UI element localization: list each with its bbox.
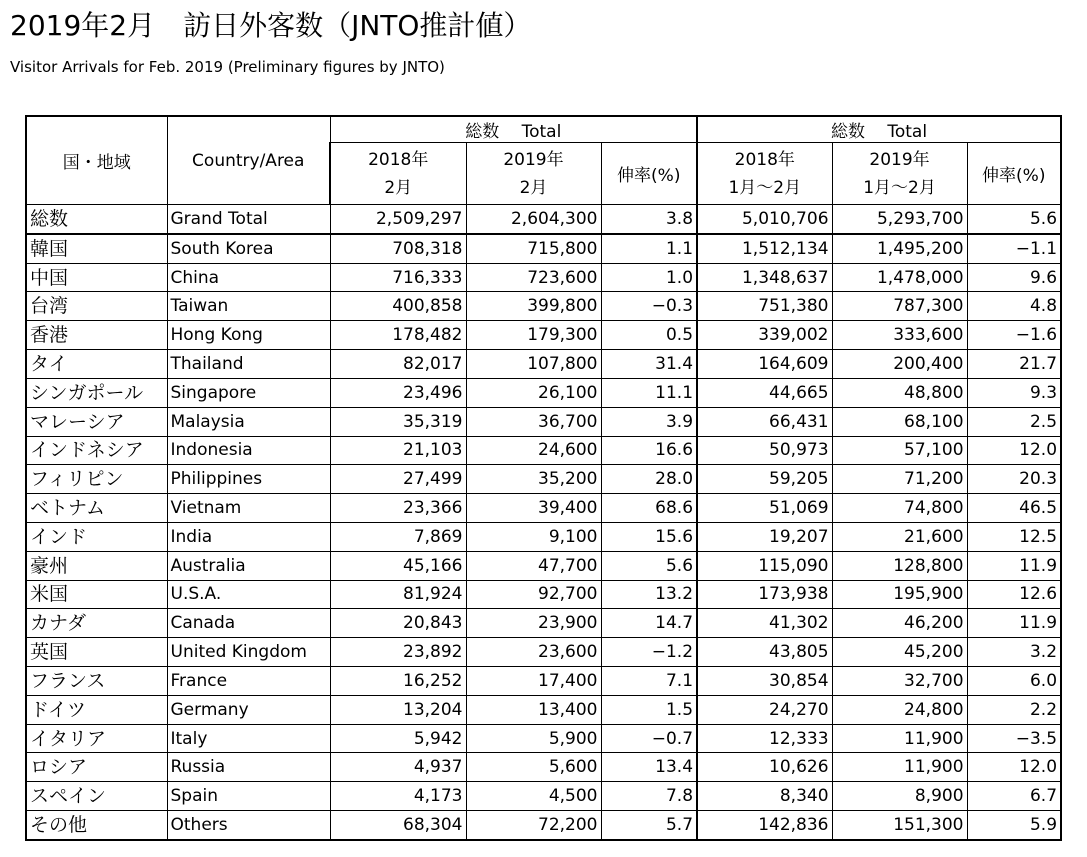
growth-feb-cell: 11.1 [601,378,697,407]
arrivals-2018-jan-feb-cell: 751,380 [697,292,832,321]
arrivals-2019-jan-feb-cell: 45,200 [832,638,967,667]
country-jp-cell: 英国 [26,638,167,667]
arrivals-2018-jan-feb-cell: 10,626 [697,753,832,782]
table-row [26,782,1061,811]
arrivals-2019-jan-feb-cell: 195,900 [832,580,967,609]
table-row [26,638,1061,667]
arrivals-2019-jan-feb-cell: 32,700 [832,667,967,696]
country-en-cell: India [167,522,330,551]
table-row [26,494,1061,523]
arrivals-2019-jan-feb-cell: 11,900 [832,724,967,753]
arrivals-2018-jan-feb-cell: 173,938 [697,580,832,609]
arrivals-2019-jan-feb-cell: 68,100 [832,407,967,436]
arrivals-2018-jan-feb-cell: 8,340 [697,782,832,811]
visitor-arrivals-table [25,115,1062,841]
growth-feb-cell: 3.9 [601,407,697,436]
growth-jan-feb-cell: 9.3 [967,378,1061,407]
country-jp-cell: 香港 [26,321,167,350]
arrivals-2018-jan-feb-cell: 59,205 [697,465,832,494]
table-row [26,724,1061,753]
country-jp-cell: インドネシア [26,436,167,465]
country-en-cell: Russia [167,753,330,782]
header-2019-cumulative-period: 1月～2月 [863,177,936,198]
growth-jan-feb-cell: 11.9 [967,551,1061,580]
table-row [26,234,1061,263]
header-growth-month: 伸率(%) [601,143,697,205]
arrivals-2019-feb-cell: 107,800 [466,350,601,379]
growth-jan-feb-cell: 12.6 [967,580,1061,609]
arrivals-2019-feb-cell: 4,500 [466,782,601,811]
arrivals-2018-feb-cell: 45,166 [330,551,466,580]
header-country-en: Country/Area [167,116,330,205]
header-growth-cumulative: 伸率(%) [967,143,1061,205]
growth-jan-feb-cell: 2.5 [967,407,1061,436]
arrivals-2018-feb-cell: 82,017 [330,350,466,379]
country-jp-cell: 総数 [26,205,167,234]
header-group-month: 総数 Total [330,116,697,143]
country-jp-cell: タイ [26,350,167,379]
arrivals-2019-jan-feb-cell: 11,900 [832,753,967,782]
arrivals-2018-jan-feb-cell: 50,973 [697,436,832,465]
arrivals-2019-jan-feb-cell: 1,478,000 [832,263,967,292]
arrivals-2018-feb-cell: 23,496 [330,378,466,407]
growth-jan-feb-cell: −1.1 [967,234,1061,263]
arrivals-2019-feb-cell: 399,800 [466,292,601,321]
arrivals-2018-feb-cell: 68,304 [330,811,466,840]
arrivals-2019-feb-cell: 9,100 [466,522,601,551]
table-row [26,609,1061,638]
country-jp-cell: 台湾 [26,292,167,321]
header-2019-month-period: 2月 [519,177,548,198]
country-en-cell: U.S.A. [167,580,330,609]
arrivals-2018-feb-cell: 7,869 [330,522,466,551]
arrivals-2019-jan-feb-cell: 46,200 [832,609,967,638]
country-en-cell: Canada [167,609,330,638]
growth-jan-feb-cell: 4.8 [967,292,1061,321]
country-en-cell: Others [167,811,330,840]
growth-feb-cell: 1.1 [601,234,697,263]
arrivals-2018-jan-feb-cell: 43,805 [697,638,832,667]
arrivals-2018-jan-feb-cell: 30,854 [697,667,832,696]
table-row [26,465,1061,494]
growth-feb-cell: 0.5 [601,321,697,350]
growth-jan-feb-cell: 6.0 [967,667,1061,696]
growth-jan-feb-cell: 21.7 [967,350,1061,379]
arrivals-2018-jan-feb-cell: 66,431 [697,407,832,436]
arrivals-2018-feb-cell: 20,843 [330,609,466,638]
page-subtitle: Visitor Arrivals for Feb. 2019 (Preliminary figures by JNTO) [10,58,445,76]
growth-feb-cell: 7.8 [601,782,697,811]
arrivals-2018-feb-cell: 4,173 [330,782,466,811]
arrivals-2018-feb-cell: 178,482 [330,321,466,350]
growth-feb-cell: 5.6 [601,551,697,580]
arrivals-2018-feb-cell: 23,366 [330,494,466,523]
growth-feb-cell: 68.6 [601,494,697,523]
arrivals-2018-jan-feb-cell: 12,333 [697,724,832,753]
arrivals-2018-feb-cell: 23,892 [330,638,466,667]
growth-jan-feb-cell: 12.0 [967,436,1061,465]
growth-feb-cell: 3.8 [601,205,697,234]
arrivals-2019-feb-cell: 35,200 [466,465,601,494]
country-en-cell: Thailand [167,350,330,379]
table-row [26,753,1061,782]
country-en-cell: Germany [167,695,330,724]
arrivals-2018-feb-cell: 21,103 [330,436,466,465]
arrivals-2018-jan-feb-cell: 24,270 [697,695,832,724]
table-row [26,205,1061,234]
country-jp-cell: 豪州 [26,551,167,580]
arrivals-2019-feb-cell: 23,600 [466,638,601,667]
arrivals-2019-feb-cell: 23,900 [466,609,601,638]
arrivals-2019-feb-cell: 17,400 [466,667,601,696]
arrivals-2018-jan-feb-cell: 44,665 [697,378,832,407]
arrivals-2019-jan-feb-cell: 151,300 [832,811,967,840]
growth-feb-cell: 16.6 [601,436,697,465]
arrivals-2019-feb-cell: 5,600 [466,753,601,782]
header-group-cumulative: 総数 Total [697,116,1061,143]
growth-jan-feb-cell: 9.6 [967,263,1061,292]
table-row [26,811,1061,840]
table-row [26,667,1061,696]
country-en-cell: Hong Kong [167,321,330,350]
growth-feb-cell: 15.6 [601,522,697,551]
country-jp-cell: フィリピン [26,465,167,494]
arrivals-2018-feb-cell: 4,937 [330,753,466,782]
country-jp-cell: イタリア [26,724,167,753]
arrivals-2019-feb-cell: 5,900 [466,724,601,753]
growth-feb-cell: 13.2 [601,580,697,609]
arrivals-2018-feb-cell: 5,942 [330,724,466,753]
table-row [26,551,1061,580]
growth-jan-feb-cell: −3.5 [967,724,1061,753]
country-en-cell: China [167,263,330,292]
arrivals-2019-jan-feb-cell: 74,800 [832,494,967,523]
table-body [26,205,1061,841]
country-en-cell: Spain [167,782,330,811]
arrivals-2018-jan-feb-cell: 164,609 [697,350,832,379]
arrivals-2019-jan-feb-cell: 24,800 [832,695,967,724]
arrivals-2018-feb-cell: 13,204 [330,695,466,724]
country-en-cell: Singapore [167,378,330,407]
country-en-cell: Philippines [167,465,330,494]
arrivals-2019-feb-cell: 723,600 [466,263,601,292]
arrivals-2019-jan-feb-cell: 48,800 [832,378,967,407]
arrivals-2018-jan-feb-cell: 41,302 [697,609,832,638]
growth-jan-feb-cell: 11.9 [967,609,1061,638]
growth-feb-cell: −0.7 [601,724,697,753]
arrivals-2018-feb-cell: 35,319 [330,407,466,436]
arrivals-2018-jan-feb-cell: 19,207 [697,522,832,551]
country-jp-cell: インド [26,522,167,551]
country-en-cell: Australia [167,551,330,580]
arrivals-2019-jan-feb-cell: 787,300 [832,292,967,321]
growth-jan-feb-cell: 5.9 [967,811,1061,840]
arrivals-2018-jan-feb-cell: 1,348,637 [697,263,832,292]
growth-jan-feb-cell: 3.2 [967,638,1061,667]
country-en-cell: Vietnam [167,494,330,523]
table-row [26,292,1061,321]
table-row [26,522,1061,551]
country-jp-cell: カナダ [26,609,167,638]
growth-jan-feb-cell: 2.2 [967,695,1061,724]
header-2019-month [466,143,601,205]
arrivals-2018-jan-feb-cell: 5,010,706 [697,205,832,234]
arrivals-2019-feb-cell: 47,700 [466,551,601,580]
growth-feb-cell: 7.1 [601,667,697,696]
table-row [26,263,1061,292]
growth-feb-cell: −1.2 [601,638,697,667]
header-2019-cumulative [832,143,967,205]
country-jp-cell: ロシア [26,753,167,782]
arrivals-2019-jan-feb-cell: 333,600 [832,321,967,350]
table-row [26,695,1061,724]
arrivals-2018-feb-cell: 708,318 [330,234,466,263]
country-en-cell: South Korea [167,234,330,263]
arrivals-2019-feb-cell: 13,400 [466,695,601,724]
table-row [26,321,1061,350]
arrivals-2019-jan-feb-cell: 5,293,700 [832,205,967,234]
arrivals-2019-feb-cell: 179,300 [466,321,601,350]
header-2018-cumulative-year: 2018年 [734,149,795,170]
header-2019-month-year: 2019年 [503,149,564,170]
arrivals-2018-jan-feb-cell: 142,836 [697,811,832,840]
arrivals-2019-feb-cell: 72,200 [466,811,601,840]
country-en-cell: Grand Total [167,205,330,234]
growth-feb-cell: 13.4 [601,753,697,782]
table-row [26,407,1061,436]
arrivals-2018-feb-cell: 400,858 [330,292,466,321]
arrivals-2019-jan-feb-cell: 1,495,200 [832,234,967,263]
arrivals-2018-feb-cell: 16,252 [330,667,466,696]
growth-feb-cell: 5.7 [601,811,697,840]
header-country-jp: 国・地域 [26,116,167,205]
arrivals-2019-jan-feb-cell: 71,200 [832,465,967,494]
arrivals-2019-feb-cell: 36,700 [466,407,601,436]
country-jp-cell: 中国 [26,263,167,292]
header-2018-month-year: 2018年 [368,149,429,170]
growth-jan-feb-cell: 20.3 [967,465,1061,494]
country-en-cell: Italy [167,724,330,753]
growth-jan-feb-cell: 12.0 [967,753,1061,782]
country-jp-cell: ドイツ [26,695,167,724]
page-title: 2019年2月 訪日外客数（JNTO推計値） [10,9,532,42]
country-jp-cell: 韓国 [26,234,167,263]
arrivals-2019-jan-feb-cell: 57,100 [832,436,967,465]
header-2018-month-period: 2月 [384,177,413,198]
country-jp-cell: 米国 [26,580,167,609]
country-jp-cell: シンガポール [26,378,167,407]
header-2019-cumulative-year: 2019年 [869,149,930,170]
arrivals-2018-feb-cell: 81,924 [330,580,466,609]
growth-feb-cell: 28.0 [601,465,697,494]
table-row [26,350,1061,379]
arrivals-2019-feb-cell: 26,100 [466,378,601,407]
growth-jan-feb-cell: −1.6 [967,321,1061,350]
table-row [26,436,1061,465]
arrivals-2019-jan-feb-cell: 21,600 [832,522,967,551]
country-jp-cell: スペイン [26,782,167,811]
arrivals-2019-jan-feb-cell: 8,900 [832,782,967,811]
country-en-cell: United Kingdom [167,638,330,667]
arrivals-2018-jan-feb-cell: 51,069 [697,494,832,523]
arrivals-2018-jan-feb-cell: 115,090 [697,551,832,580]
country-en-cell: Malaysia [167,407,330,436]
arrivals-2018-feb-cell: 27,499 [330,465,466,494]
arrivals-2018-feb-cell: 2,509,297 [330,205,466,234]
table-row [26,378,1061,407]
growth-feb-cell: 1.0 [601,263,697,292]
country-en-cell: Taiwan [167,292,330,321]
country-jp-cell: フランス [26,667,167,696]
country-jp-cell: ベトナム [26,494,167,523]
growth-jan-feb-cell: 46.5 [967,494,1061,523]
country-en-cell: France [167,667,330,696]
arrivals-2019-feb-cell: 715,800 [466,234,601,263]
arrivals-2019-feb-cell: 39,400 [466,494,601,523]
header-2018-cumulative [697,143,832,205]
arrivals-2019-jan-feb-cell: 200,400 [832,350,967,379]
growth-jan-feb-cell: 5.6 [967,205,1061,234]
country-jp-cell: その他 [26,811,167,840]
country-jp-cell: マレーシア [26,407,167,436]
growth-jan-feb-cell: 6.7 [967,782,1061,811]
header-2018-month [330,143,466,205]
arrivals-2018-feb-cell: 716,333 [330,263,466,292]
arrivals-2019-jan-feb-cell: 128,800 [832,551,967,580]
arrivals-2019-feb-cell: 24,600 [466,436,601,465]
growth-feb-cell: 1.5 [601,695,697,724]
arrivals-2019-feb-cell: 92,700 [466,580,601,609]
country-en-cell: Indonesia [167,436,330,465]
growth-jan-feb-cell: 12.5 [967,522,1061,551]
table-row [26,580,1061,609]
arrivals-2019-feb-cell: 2,604,300 [466,205,601,234]
growth-feb-cell: 31.4 [601,350,697,379]
growth-feb-cell: −0.3 [601,292,697,321]
growth-feb-cell: 14.7 [601,609,697,638]
header-2018-cumulative-period: 1月～2月 [728,177,802,198]
arrivals-2018-jan-feb-cell: 1,512,134 [697,234,832,263]
arrivals-2018-jan-feb-cell: 339,002 [697,321,832,350]
